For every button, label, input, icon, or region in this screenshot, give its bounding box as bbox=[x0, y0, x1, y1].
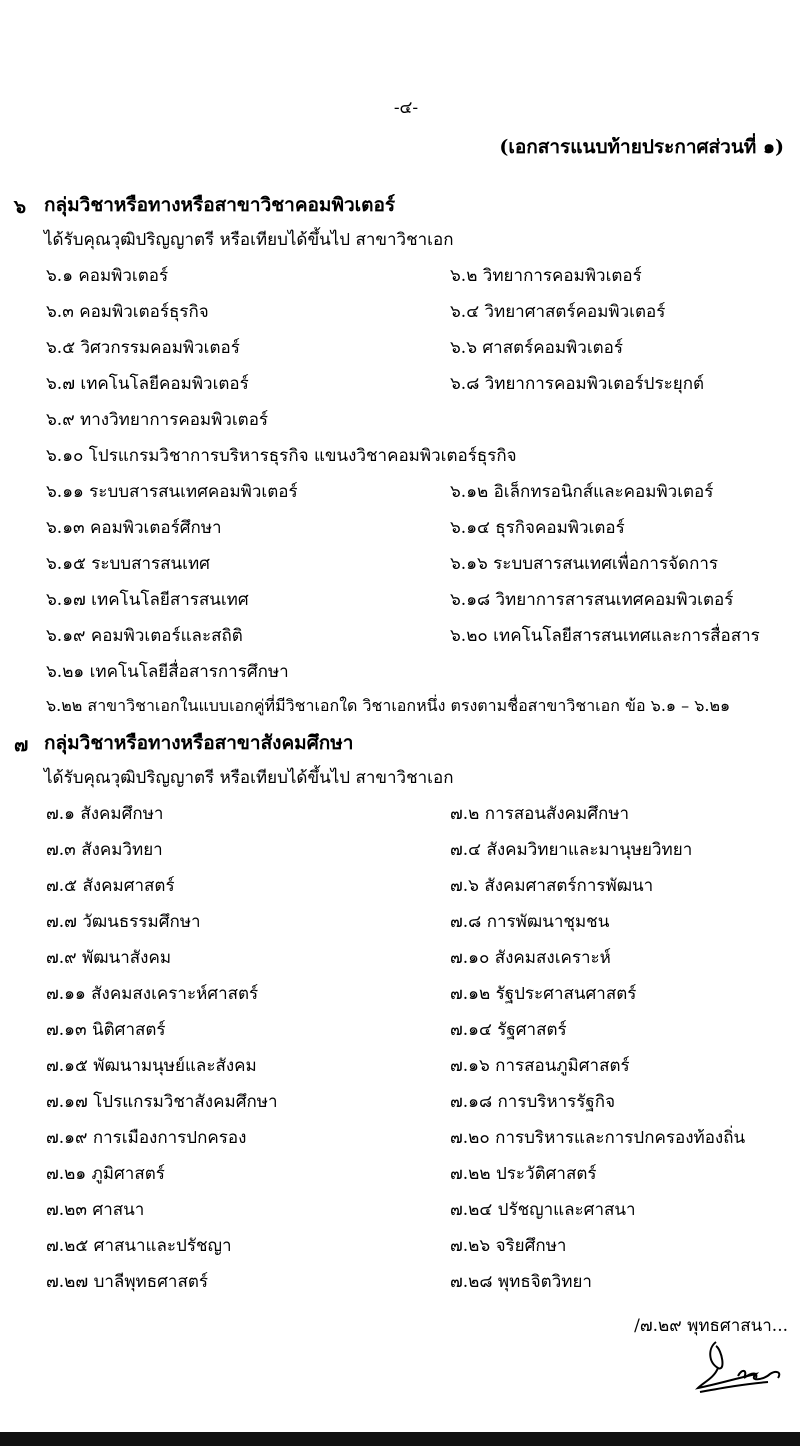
list-item: ๗.๒๔ ปรัชญาและศาสนา bbox=[450, 1200, 636, 1220]
continuation-note: /๗.๒๙ พุทธศาสนา... bbox=[634, 1316, 788, 1336]
list-item: ๗.๒๑ ภูมิศาสตร์ bbox=[46, 1164, 165, 1184]
list-item: ๗.๑๑ สังคมสงเคราะห์ศาสตร์ bbox=[46, 984, 259, 1004]
list-item: ๗.๙ พัฒนาสังคม bbox=[46, 948, 172, 968]
signature-icon bbox=[678, 1338, 788, 1398]
list-item: ๖.๑๕ ระบบสารสนเทศ bbox=[46, 554, 210, 574]
section-6-title: กลุ่มวิชาหรือทางหรือสาขาวิชาคอมพิวเตอร์ bbox=[44, 194, 396, 216]
list-item: ๗.๒๗ บาลีพุทธศาสตร์ bbox=[46, 1272, 209, 1292]
list-item: ๖.๙ ทางวิทยาการคอมพิวเตอร์ bbox=[46, 410, 269, 430]
list-item: ๖.๑๗ เทคโนโลยีสารสนเทศ bbox=[46, 590, 249, 610]
list-item: ๗.๑๓ นิติศาสตร์ bbox=[46, 1020, 166, 1040]
section-6-intro: ได้รับคุณวุฒิปริญญาตรี หรือเทียบได้ขึ้นไป สาขาวิชาเอก bbox=[44, 230, 454, 250]
list-item: ๗.๓ สังคมวิทยา bbox=[46, 840, 163, 860]
list-item: ๗.๖ สังคมศาสตร์การพัฒนา bbox=[450, 876, 654, 896]
bottom-bar bbox=[0, 1432, 800, 1446]
signature-mark bbox=[678, 1338, 788, 1398]
list-item: ๗.๑๗ โปรแกรมวิชาสังคมศึกษา bbox=[46, 1092, 278, 1112]
list-item: ๖.๖ ศาสตร์คอมพิวเตอร์ bbox=[450, 338, 624, 358]
list-item: ๖.๓ คอมพิวเตอร์ธุรกิจ bbox=[46, 302, 209, 322]
list-item: ๖.๑ คอมพิวเตอร์ bbox=[46, 266, 169, 286]
list-item: ๗.๑๔ รัฐศาสตร์ bbox=[450, 1020, 567, 1040]
section-7-title: กลุ่มวิชาหรือทางหรือสาขาสังคมศึกษา bbox=[44, 732, 354, 754]
list-item: ๗.๘ การพัฒนาชุมชน bbox=[450, 912, 610, 932]
list-item: ๗.๑๐ สังคมสงเคราะห์ bbox=[450, 948, 611, 968]
list-item: ๖.๑๙ คอมพิวเตอร์และสถิติ bbox=[46, 626, 243, 646]
list-item: ๖.๑๐ โปรแกรมวิชาการบริหารธุรกิจ แขนงวิชาคอมพิวเตอร์ธุรกิจ bbox=[46, 446, 517, 466]
section-7-intro: ได้รับคุณวุฒิปริญญาตรี หรือเทียบได้ขึ้นไป สาขาวิชาเอก bbox=[44, 768, 454, 788]
document-reference: (เอกสารแนบท้ายประกาศส่วนที่ ๑) bbox=[499, 136, 784, 158]
list-item: ๗.๒๓ ศาสนา bbox=[46, 1200, 145, 1220]
list-item: ๗.๑๘ การบริหารรัฐกิจ bbox=[450, 1092, 616, 1112]
list-item: ๗.๒ การสอนสังคมศึกษา bbox=[450, 804, 630, 824]
list-item: ๖.๒๑ เทคโนโลยีสื่อสารการศึกษา bbox=[46, 662, 289, 682]
list-item: ๖.๔ วิทยาศาสตร์คอมพิวเตอร์ bbox=[450, 302, 666, 322]
list-item: ๖.๒๐ เทคโนโลยีสารสนเทศและการสื่อสาร bbox=[450, 626, 760, 646]
list-item: ๖.๒ วิทยาการคอมพิวเตอร์ bbox=[450, 266, 642, 286]
list-item: ๖.๑๒ อิเล็กทรอนิกส์และคอมพิวเตอร์ bbox=[450, 482, 714, 502]
page-number: -๔- bbox=[393, 98, 419, 118]
list-item: ๗.๑๙ การเมืองการปกครอง bbox=[46, 1128, 247, 1148]
list-item: ๗.๒๕ ศาสนาและปรัชญา bbox=[46, 1236, 232, 1256]
list-item: ๗.๒๖ จริยศึกษา bbox=[450, 1236, 567, 1256]
list-item: ๖.๒๒ สาขาวิชาเอกในแบบเอกคู่ที่มีวิชาเอกใด วิชาเอกหนึ่ง ตรงตามชื่อสาขาวิชาเอก ข้อ ๖.๑ – ๖.๒๑ bbox=[46, 696, 731, 715]
list-item: ๗.๕ สังคมศาสตร์ bbox=[46, 876, 175, 896]
list-item: ๖.๗ เทคโนโลยีคอมพิวเตอร์ bbox=[46, 374, 249, 394]
list-item: ๗.๔ สังคมวิทยาและมานุษยวิทยา bbox=[450, 840, 693, 860]
list-item: ๗.๒๒ ประวัติศาสตร์ bbox=[450, 1164, 597, 1184]
section-7-number: ๗ bbox=[14, 734, 29, 756]
list-item: ๗.๑ สังคมศึกษา bbox=[46, 804, 164, 824]
list-item: ๗.๑๕ พัฒนามนุษย์และสังคม bbox=[46, 1056, 257, 1076]
list-item: ๗.๒๘ พุทธจิตวิทยา bbox=[450, 1272, 592, 1292]
list-item: ๖.๑๑ ระบบสารสนเทศคอมพิวเตอร์ bbox=[46, 482, 298, 502]
list-item: ๗.๑๒ รัฐประศาสนศาสตร์ bbox=[450, 984, 637, 1004]
list-item: ๖.๑๖ ระบบสารสนเทศเพื่อการจัดการ bbox=[450, 554, 719, 574]
list-item: ๖.๑๔ ธุรกิจคอมพิวเตอร์ bbox=[450, 518, 625, 538]
list-item: ๗.๒๐ การบริหารและการปกครองท้องถิ่น bbox=[450, 1128, 746, 1148]
list-item: ๖.๕ วิศวกรรมคอมพิวเตอร์ bbox=[46, 338, 240, 358]
section-6-number: ๖ bbox=[14, 196, 27, 218]
list-item: ๖.๑๓ คอมพิวเตอร์ศึกษา bbox=[46, 518, 222, 538]
list-item: ๖.๘ วิทยาการคอมพิวเตอร์ประยุกต์ bbox=[450, 374, 705, 394]
list-item: ๗.๑๖ การสอนภูมิศาสตร์ bbox=[450, 1056, 630, 1076]
list-item: ๖.๑๘ วิทยาการสารสนเทศคอมพิวเตอร์ bbox=[450, 590, 734, 610]
list-item: ๗.๗ วัฒนธรรมศึกษา bbox=[46, 912, 201, 932]
